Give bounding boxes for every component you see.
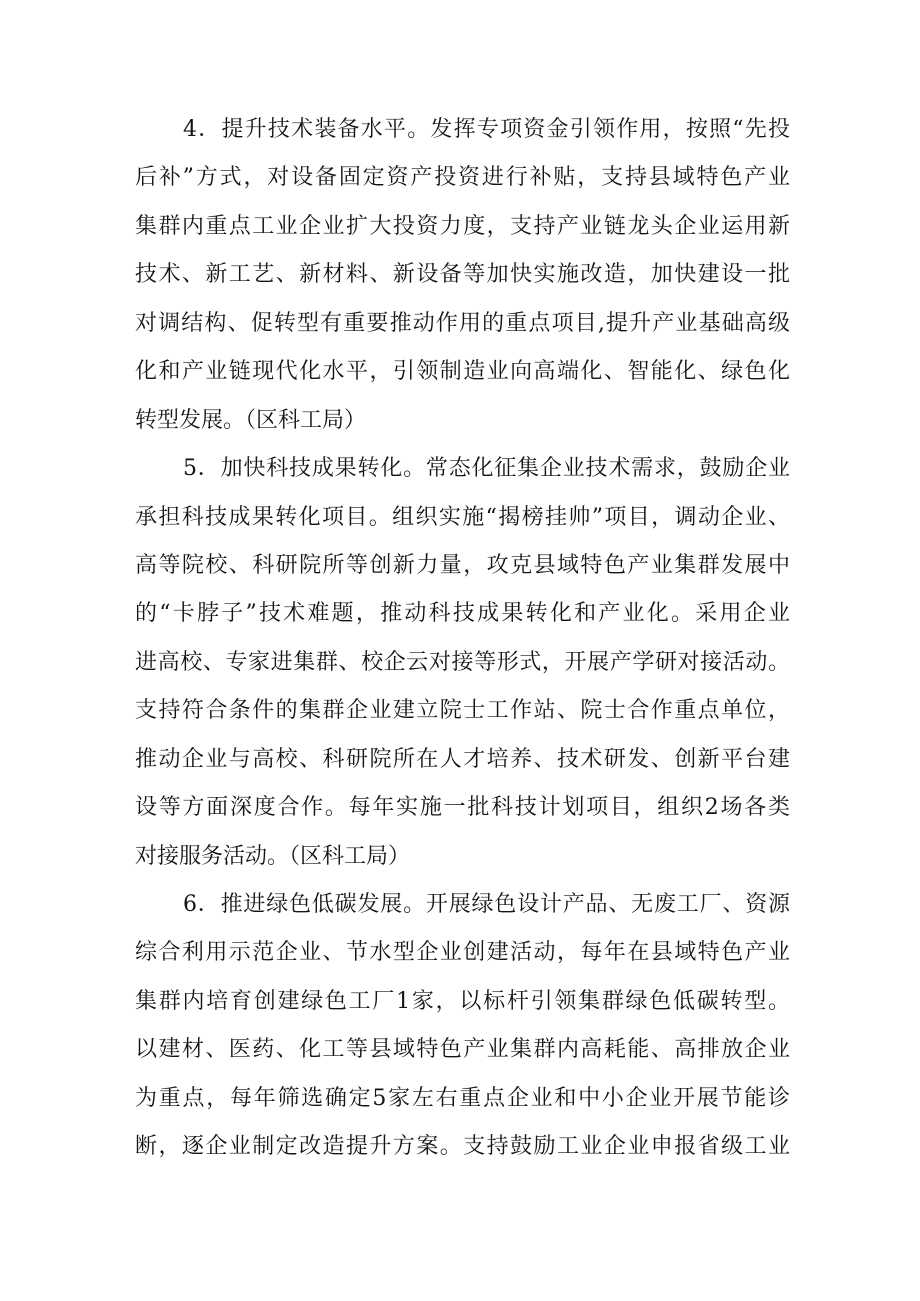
document-page xyxy=(135,106,790,1172)
paragraph-line: 4．提升技术装备水平。发挥专项资金引领作用，按照“先投 xyxy=(183,117,790,142)
paragraph-line: 化和产业链现代化水平，引领制造业向高端化、智能化、绿色化 xyxy=(135,359,790,385)
paragraph-line: 为重点，每年筛选确定5家左右重点企业和中小企业开展节能诊 xyxy=(135,1085,790,1111)
paragraph-line: 进高校、专家进集群、校企云对接等形式，开展产学研对接活动。 xyxy=(135,649,790,675)
paragraph-item-6 xyxy=(135,881,790,1172)
paragraph-line: 6．推进绿色低碳发展。开展绿色设计产品、无废工厂、资源 xyxy=(183,892,790,917)
paragraph-line: 对调结构、促转型有重要推动作用的重点项目,提升产业基础高级 xyxy=(135,310,790,336)
paragraph-line: 集群内培育创建绿色工厂1家，以标杆引领集群绿色低碳转型。 xyxy=(135,988,790,1014)
paragraph-item-5 xyxy=(135,445,790,881)
paragraph-line: 高等院校、科研院所等创新力量，攻克县域特色产业集群发展中 xyxy=(135,552,790,578)
paragraph-line: 设等方面深度合作。每年实施一批科技计划项目，组织2场各类 xyxy=(135,795,790,821)
paragraph-line: 承担科技成果转化项目。组织实施“揭榜挂帅”项目，调动企业、 xyxy=(135,504,790,530)
paragraph-line: 综合利用示范企业、节水型企业创建活动，每年在县域特色产业 xyxy=(135,940,790,966)
paragraph-line: 后补”方式，对设备固定资产投资进行补贴，支持县域特色产业 xyxy=(135,165,790,191)
paragraph-line: 的“卡脖子”技术难题，推动科技成果转化和产业化。采用企业 xyxy=(135,601,790,627)
paragraph-line: 支持符合条件的集群企业建立院士工作站、院士合作重点单位， xyxy=(135,698,790,724)
paragraph-line: 转型发展。（区科工局） xyxy=(135,407,367,433)
paragraph-line: 推动企业与高校、科研院所在人才培养、技术研发、创新平台建 xyxy=(135,746,790,772)
paragraph-line: 断，逐企业制定改造提升方案。支持鼓励工业企业申报省级工业 xyxy=(135,1134,790,1160)
paragraph-line: 集群内重点工业企业扩大投资力度，支持产业链龙头企业运用新 xyxy=(135,213,790,239)
paragraph-line: 技术、新工艺、新材料、新设备等加快实施改造，加快建设一批 xyxy=(135,262,790,288)
paragraph-line: 对接服务活动。（区科工局） xyxy=(135,843,411,869)
paragraph-item-4 xyxy=(135,106,790,445)
paragraph-line: 5．加快科技成果转化。常态化征集企业技术需求，鼓励企业 xyxy=(183,456,790,482)
paragraph-line: 以建材、医药、化工等县域特色产业集群内高耗能、高排放企业 xyxy=(135,1037,790,1063)
